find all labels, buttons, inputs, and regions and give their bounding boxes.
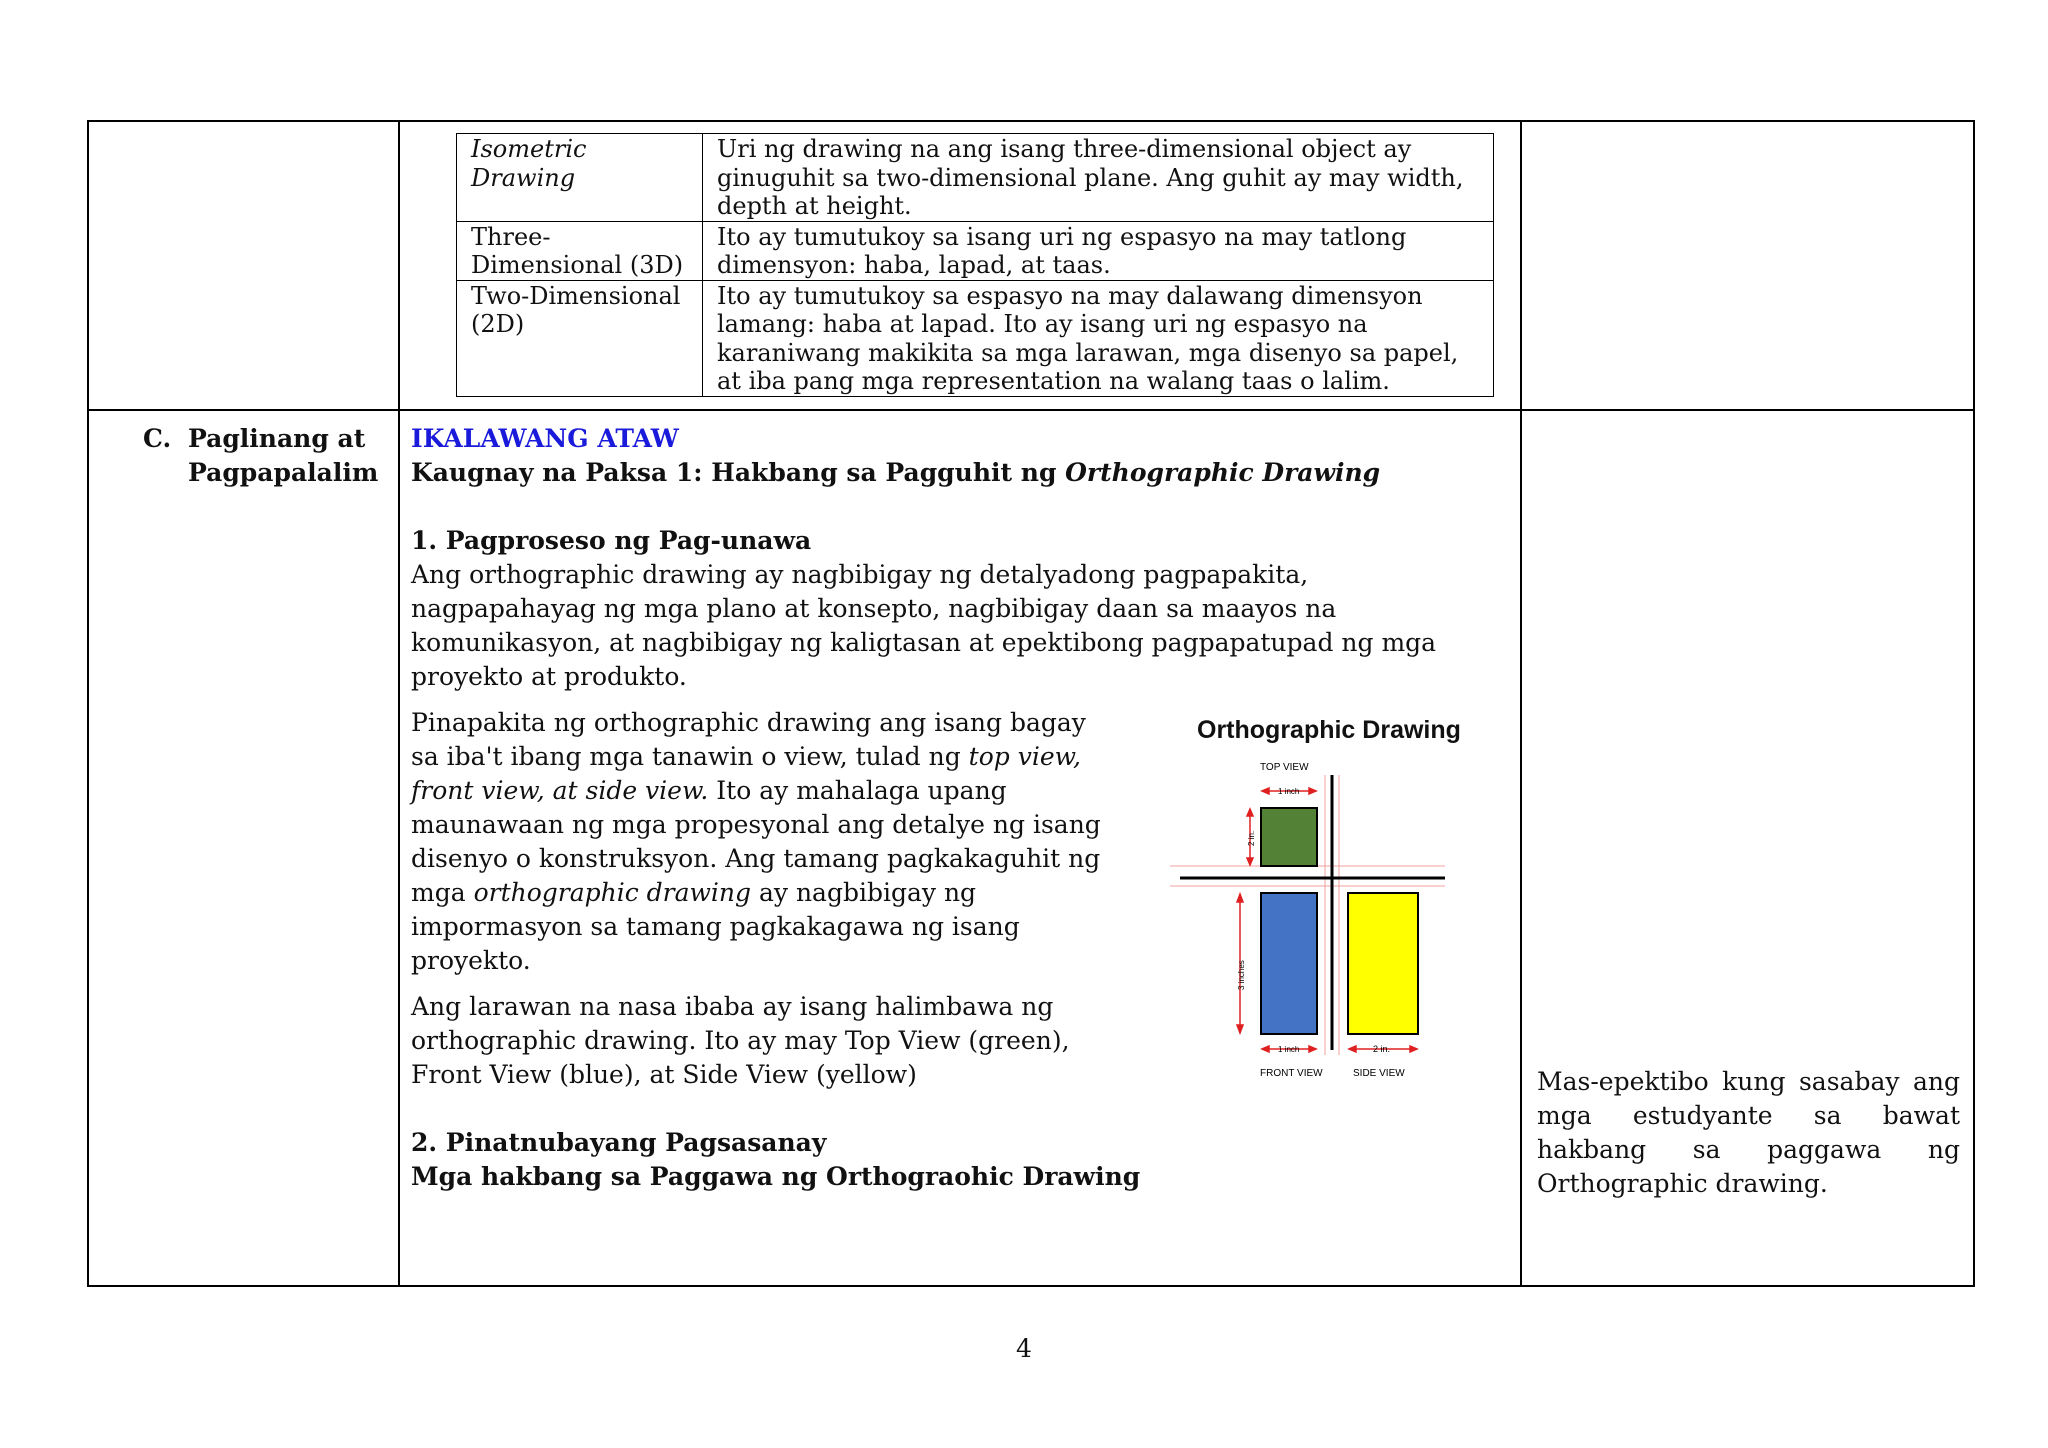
para2-line: proyekto. <box>411 946 531 975</box>
page-number: 4 <box>1016 1334 1032 1363</box>
step1-heading: 1. Pagproseso ng Pag-unawa <box>411 526 812 555</box>
side-view-label: SIDE VIEW <box>1353 1068 1405 1079</box>
para3-line: Front View (blue), at Side View (yellow) <box>411 1060 917 1089</box>
step2-subheading: Mga hakbang sa Paggawa ng Orthograohic Drawing <box>411 1162 1141 1191</box>
term-cell: Isometric Drawing <box>457 134 703 222</box>
definition-row <box>457 221 1494 280</box>
definitions-table <box>456 133 1494 397</box>
para1-line: komunikasyon, at nagbibigay ng kaligtasan at epektibong pagpapatupad ng mga <box>411 628 1437 657</box>
para1-line: proyekto at produkto. <box>411 662 687 691</box>
term-cell: Three-Dimensional (3D) <box>457 221 703 280</box>
step2-heading: 2. Pinatnubayang Pagsasanay <box>411 1128 827 1157</box>
para3-line: orthographic drawing. Ito ay may Top View (green), <box>411 1026 1070 1055</box>
top-width-label: 1 inch <box>1278 787 1300 796</box>
term-cell: Two-Dimensional (2D) <box>457 280 703 396</box>
para2-line: sa iba't ibang mga tanawin o view, tulad ng top view, <box>411 742 1081 771</box>
para1-line: nagpapahayag ng mga plano at konsepto, nagbibigay daan sa maayos na <box>411 594 1337 623</box>
definition-cell: Ito ay tumutukoy sa isang uri ng espasyo na may tatlong dimensyon: haba, lapad, at taas. <box>703 221 1494 280</box>
day-label: IKALAWANG ATAW <box>411 424 679 453</box>
front-view-rect <box>1261 893 1317 1034</box>
front-width-label: 1 inch <box>1278 1045 1300 1054</box>
side-width-label: 2 in. <box>1373 1044 1391 1054</box>
orthographic-figure <box>1170 750 1460 1090</box>
definition-cell: Ito ay tumutukoy sa espasyo na may dalawang dimensyon lamang: haba at lapad. Ito ay isang uri ng espasyo na karaniwang makikita sa mga larawan, mga disenyo sa papel, at iba pang mga representation na walang taas o lalim. <box>703 280 1494 396</box>
side-view-rect <box>1348 893 1418 1034</box>
front-view-label: FRONT VIEW <box>1260 1068 1323 1079</box>
section-title-line2: Pagpapalalim <box>188 458 379 487</box>
para2-line: disenyo o konstruksyon. Ang tamang pagkakaguhit ng <box>411 844 1101 873</box>
para2-line: maunawaan ng mga propesyonal ang detalye ng isang <box>411 810 1101 839</box>
top-height-label: 2 in. <box>1247 830 1256 846</box>
teacher-note: Mas-epektibo kung sasabay ang mga estudyante sa bawat hakbang sa paggawa ng Orthographic drawing. <box>1537 1067 1960 1198</box>
top-view-label: TOP VIEW <box>1260 762 1309 773</box>
para2-line: Pinapakita ng orthographic drawing ang isang bagay <box>411 708 1086 737</box>
section-title-line1: Paglinang at <box>188 424 366 453</box>
row-divider <box>89 409 1973 411</box>
definition-row <box>457 280 1494 396</box>
section-letter: C. <box>143 424 172 453</box>
para2-line: front view, at side view. Ito ay mahalaga upang <box>411 776 1007 805</box>
figure-title: Orthographic Drawing <box>1197 716 1461 744</box>
column-divider-1 <box>398 122 400 1285</box>
definition-row <box>457 134 1494 222</box>
para2-line: impormasyon sa tamang pagkakagawa ng isang <box>411 912 1020 941</box>
top-view-rect <box>1261 808 1317 866</box>
para1-line: Ang orthographic drawing ay nagbibigay ng detalyadong pagpapakita, <box>411 560 1309 589</box>
para2-line: mga orthographic drawing ay nagbibigay ng <box>411 878 977 907</box>
topic-heading: Kaugnay na Paksa 1: Hakbang sa Pagguhit ng Orthographic Drawing <box>411 458 1381 487</box>
front-height-label: 3 inches <box>1237 960 1246 990</box>
para3-line: Ang larawan na nasa ibaba ay isang halimbawa ng <box>411 992 1054 1021</box>
column-divider-2 <box>1520 122 1522 1285</box>
definition-cell: Uri ng drawing na ang isang three-dimensional object ay ginuguhit sa two-dimensional plane. Ang guhit ay may width, depth at height. <box>703 134 1494 222</box>
